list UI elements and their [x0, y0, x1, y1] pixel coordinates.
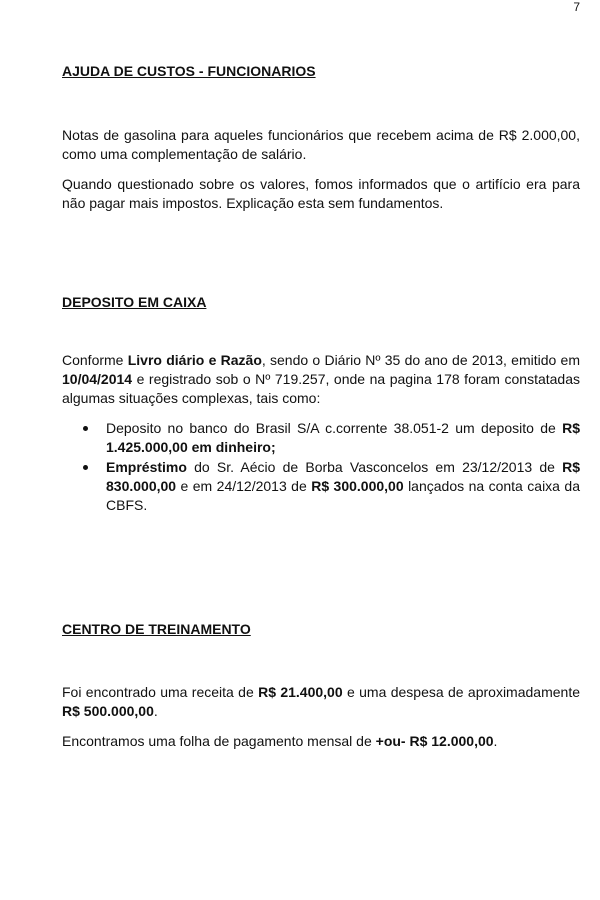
paragraph: Conforme Livro diário e Razão, sendo o Diário Nº 35 do ano de 2013, emitido em 10/04/2014 e registrado sob o Nº 719.257, onde na pagina 178 foram constatadas algumas situações complexas, tais como: — [62, 352, 580, 406]
section-deposito-em-caixa — [62, 293, 580, 516]
section-heading: CENTRO DE TREINAMENTO — [62, 621, 251, 637]
list-item: Deposito no banco do Brasil S/A c.corrente 38.051-2 um deposito de R$ 1.425.000,00 em dinheiro; — [62, 419, 580, 457]
section-heading: DEPOSITO EM CAIXA — [62, 294, 207, 310]
bullet-icon — [83, 426, 88, 431]
page-number: 7 — [573, 0, 580, 14]
section-centro-de-treinamento — [62, 620, 580, 762]
bullet-icon — [83, 465, 88, 470]
list-item: Empréstimo do Sr. Aécio de Borba Vasconcelos em 23/12/2013 de R$ 830.000,00 e em 24/12/2013 de R$ 300.000,00 lançados na conta caixa da CBFS. — [62, 458, 580, 515]
section-heading: AJUDA DE CUSTOS - FUNCIONARIOS — [62, 63, 316, 79]
bullet-list — [62, 419, 580, 515]
paragraph: Encontramos uma folha de pagamento mensal de +ou- R$ 12.000,00. — [62, 733, 498, 749]
paragraph: Notas de gasolina para aqueles funcionários que recebem acima de R$ 2.000,00, como uma complementação de salário. — [62, 127, 580, 162]
paragraph: Foi encontrado uma receita de R$ 21.400,00 e uma despesa de aproximadamente R$ 500.000,00. — [62, 684, 580, 719]
section-ajuda-de-custos — [62, 62, 580, 224]
paragraph: Quando questionado sobre os valores, fomos informados que o artifício era para não pagar mais impostos. Explicação esta sem fundamentos. — [62, 176, 580, 211]
